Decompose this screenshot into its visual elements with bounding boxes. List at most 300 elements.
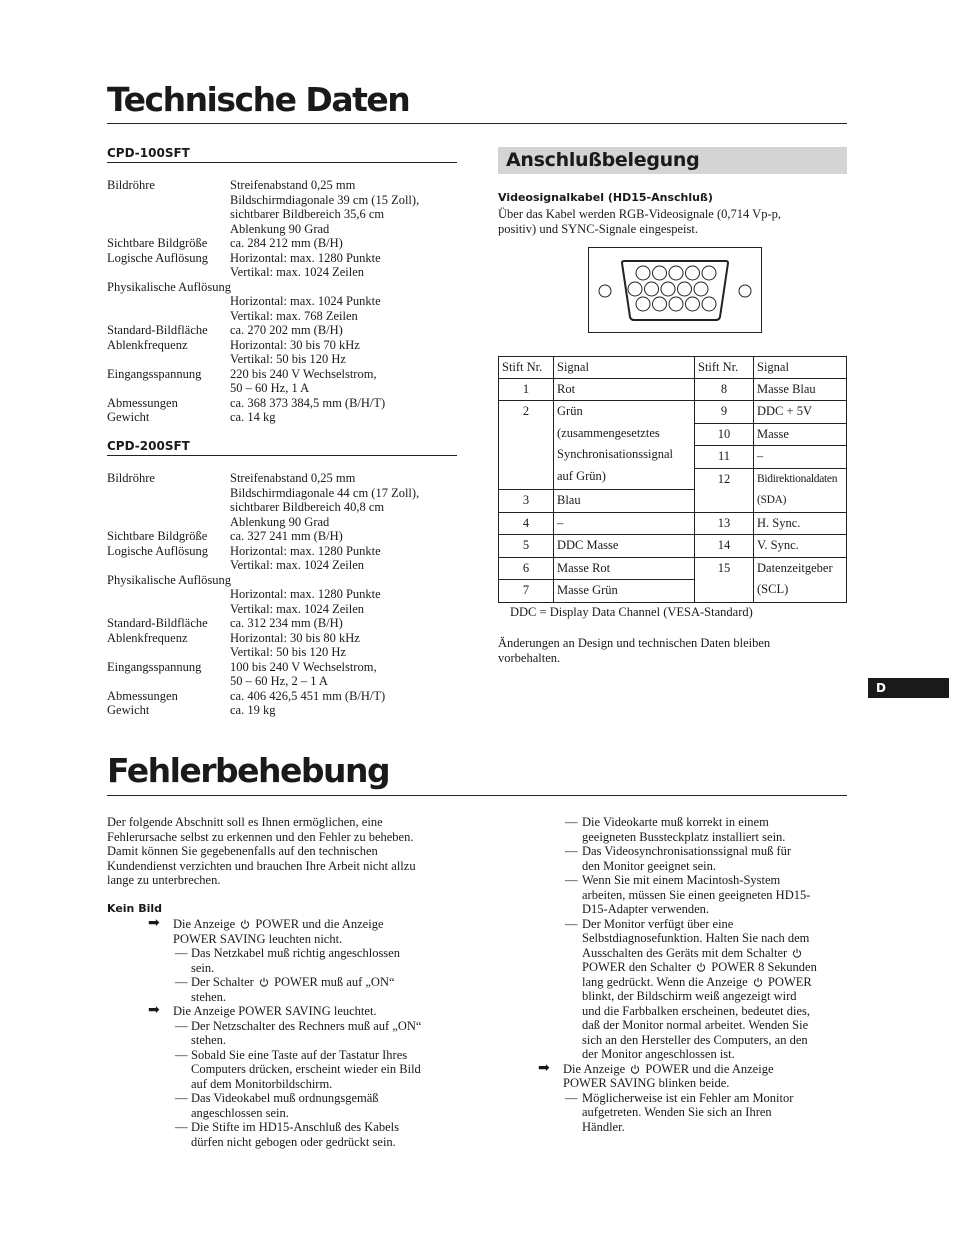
spec-label: Gewicht xyxy=(107,703,150,717)
pin-number-cell: 11 xyxy=(695,446,754,469)
item-line-text: Das Videokabel muß ordnungsgemäß xyxy=(191,1091,379,1105)
page-title-fehlerbehebung: Fehlerbehebung xyxy=(107,751,390,790)
item-line-text: Das Netzkabel muß richtig angeschlossen xyxy=(191,946,400,960)
spec-row xyxy=(107,280,457,295)
pin-signal-line: V. Sync. xyxy=(757,538,799,552)
item-line-text: Sobald Sie eine Taste auf der Tastatur Ihres xyxy=(191,1047,408,1062)
dash-bullet: — xyxy=(175,1047,188,1062)
item-line-text: den Monitor geeignet sein. xyxy=(582,858,716,873)
item-line-text: POWER und die Anzeige xyxy=(642,1061,774,1076)
item-line xyxy=(582,873,810,888)
check-item xyxy=(191,975,395,1004)
table-header-cell: Signal xyxy=(754,357,847,379)
spec-label: Eingangsspannung xyxy=(107,366,202,381)
item-line-text: Der Netzschalter des Rechners muß auf „ON“ xyxy=(191,1018,422,1033)
item-line xyxy=(582,946,817,961)
spec-value xyxy=(231,573,457,588)
spec-label: Abmessungen xyxy=(107,395,178,410)
title-rule xyxy=(107,123,847,124)
item-line-text: POWER muß auf „ON“ xyxy=(270,975,395,989)
item-line-text: POWER xyxy=(764,974,812,989)
item-line-text: Die Anzeige POWER SAVING leuchtet. xyxy=(173,1004,377,1018)
spec-row xyxy=(107,222,457,237)
pin-number-cell: 4 xyxy=(499,512,554,535)
spec-label: Abmessungen xyxy=(107,688,178,703)
spec-row xyxy=(107,367,457,382)
pin-signal-line: Masse Blau xyxy=(757,381,816,396)
spec-label xyxy=(107,294,230,309)
spec-label xyxy=(107,486,230,501)
item-line xyxy=(582,844,791,859)
table-row xyxy=(499,401,847,424)
item-line-text: Computers drücken, erscheint wieder ein Bild xyxy=(191,1062,421,1076)
spec-row xyxy=(107,207,457,222)
section-heading-anschlussbelegung: Anschlußbelegung xyxy=(498,147,847,174)
item-line xyxy=(582,1120,793,1135)
spec-row xyxy=(107,396,457,411)
pin-signal-line: (SCL) xyxy=(757,582,789,596)
video-cable-line: Über das Kabel werden RGB-Videosignale (0,714 Vp-p, xyxy=(498,207,781,221)
spec-value: 220 bis 240 V Wechselstrom, xyxy=(230,366,377,381)
item-line xyxy=(191,1033,421,1048)
check-item xyxy=(582,873,810,917)
power-icon xyxy=(630,1064,640,1074)
item-line xyxy=(173,1004,377,1019)
spec-value: ca. 14 kg xyxy=(230,410,276,424)
symptom-item xyxy=(563,1062,774,1091)
pin-signal-cell xyxy=(554,378,695,401)
pin-signal-line: Masse Grün xyxy=(557,583,618,597)
item-line xyxy=(191,961,400,976)
spec-row xyxy=(107,352,457,367)
item-line-text: angeschlossen sein. xyxy=(191,1105,289,1120)
item-line-text: sich an den Hersteller des Computers, an den xyxy=(582,1032,808,1047)
item-line xyxy=(173,932,384,947)
dash-bullet: — xyxy=(175,1120,188,1134)
spec-value: Vertikal: 50 bis 120 Hz xyxy=(230,645,346,659)
power-icon xyxy=(753,977,763,987)
spec-value: 50 – 60 Hz, 1 A xyxy=(230,381,310,395)
spec-label: Sichtbare Bildgröße xyxy=(107,236,208,250)
table-header-row xyxy=(499,357,847,379)
item-line xyxy=(582,1018,817,1033)
spec-row xyxy=(107,558,457,573)
item-line-text: Die Stifte im HD15-Anschluß des Kabels xyxy=(191,1120,399,1134)
video-cable-heading: Videosignalkabel (HD15-Anschluß) xyxy=(498,191,713,204)
spec-row xyxy=(107,193,457,208)
spec-value: Horizontal: max. 1280 Punkte xyxy=(230,543,381,558)
pin-signal-cell xyxy=(554,512,695,535)
spec-label: Ablenkfrequenz xyxy=(107,337,188,352)
spec-value: sichtbarer Bildbereich 40,8 cm xyxy=(230,500,385,514)
dash-bullet: — xyxy=(565,815,578,829)
item-line-text: Die Anzeige xyxy=(563,1061,629,1076)
item-line-text: Der Schalter xyxy=(191,975,257,989)
spec-value: Ablenkung 90 Grad xyxy=(230,514,330,529)
spec-label: Gewicht xyxy=(107,410,150,424)
symptom-item xyxy=(173,917,384,946)
spec-row xyxy=(107,236,457,251)
item-line xyxy=(582,1091,793,1106)
spec-label: Logische Auflösung xyxy=(107,543,209,558)
pin-signal-line: (SDA) xyxy=(757,494,787,506)
pin-signal-line: Masse xyxy=(757,426,789,441)
item-line xyxy=(582,830,785,845)
pin-signal-cell xyxy=(754,446,847,469)
item-line xyxy=(191,1106,379,1121)
spec-row xyxy=(107,309,457,324)
changes-note-line: Änderungen an Design und technischen Daten bleiben xyxy=(498,636,771,650)
table-row xyxy=(499,535,847,558)
pin-number-cell: 3 xyxy=(499,490,554,513)
item-line-text: Die Anzeige xyxy=(173,917,239,931)
pin-signal-line: DDC + 5V xyxy=(757,404,812,418)
pin-signal-line: Datenzeitgeber xyxy=(757,560,833,575)
item-line-text: dürfen nicht gebogen oder gedrückt sein. xyxy=(191,1134,396,1149)
kein-bild-heading: Kein Bild xyxy=(107,902,163,915)
arrow-icon: ➡ xyxy=(148,915,160,931)
item-line-text: stehen. xyxy=(191,1033,227,1047)
spec-label: Eingangsspannung xyxy=(107,659,202,674)
pin-number-cell: 12 xyxy=(695,468,754,512)
pin-signal-line: Synchronisationssignal xyxy=(557,447,673,461)
item-line xyxy=(191,990,395,1005)
title-rule xyxy=(107,795,847,796)
dash-bullet: — xyxy=(175,1091,188,1105)
item-line xyxy=(191,1091,379,1106)
item-line-text: Die Videokarte muß korrekt in einem xyxy=(582,815,769,829)
pin-signal-cell xyxy=(754,401,847,424)
arrow-icon: ➡ xyxy=(538,1059,550,1076)
spec-value: ca. 327 241 mm (B/H) xyxy=(230,529,343,543)
spec-row xyxy=(107,410,457,425)
item-line xyxy=(173,917,384,932)
spec-list-cpd-200sft xyxy=(107,471,457,718)
item-line xyxy=(191,1135,399,1150)
table-header-cell: Signal xyxy=(554,357,695,379)
table-header-cell: Stift Nr. xyxy=(695,357,754,379)
pin-signal-line: Masse Rot xyxy=(557,560,611,575)
spec-row xyxy=(107,338,457,353)
spec-label: Logische Auflösung xyxy=(107,250,209,265)
pin-signal-cell xyxy=(754,468,847,512)
item-line-text: POWER SAVING leuchten nicht. xyxy=(173,931,343,946)
spec-row xyxy=(107,294,457,309)
dash-bullet: — xyxy=(565,916,578,931)
spec-row xyxy=(107,529,457,544)
spec-list-cpd-100sft xyxy=(107,178,457,425)
check-item xyxy=(191,1019,421,1048)
item-line xyxy=(563,1076,774,1091)
spec-value: Horizontal: 30 bis 80 kHz xyxy=(230,630,360,645)
item-line-text: Selbstdiagnosefunktion. Halten Sie nach dem xyxy=(582,931,810,945)
item-line-text: und die Farbbalken erscheinen, bedeutet dies, xyxy=(582,1003,811,1018)
spec-label xyxy=(107,602,230,617)
item-line-text: POWER SAVING blinken beide. xyxy=(563,1076,730,1090)
spec-label: Bildröhre xyxy=(107,471,155,485)
item-line xyxy=(582,1004,817,1019)
spec-label xyxy=(107,193,230,208)
item-line xyxy=(582,931,817,946)
pin-number-cell: 1 xyxy=(499,378,554,401)
spec-value: Ablenkung 90 Grad xyxy=(230,221,330,236)
pin-number-cell: 14 xyxy=(695,535,754,558)
spec-row xyxy=(107,660,457,675)
spec-label xyxy=(107,265,230,280)
item-line-text: blinkt, der Bildschirm weiß angezeigt wird xyxy=(582,989,797,1003)
language-section-tab: D xyxy=(868,678,949,698)
dash-bullet: — xyxy=(565,873,578,887)
pin-number-cell: 13 xyxy=(695,512,754,535)
item-line xyxy=(582,989,817,1004)
item-line xyxy=(563,1062,774,1077)
pin-signal-line: auf Grün) xyxy=(557,468,606,483)
check-item xyxy=(582,844,791,873)
item-line xyxy=(191,975,395,990)
spec-row xyxy=(107,544,457,559)
check-item xyxy=(191,1120,399,1149)
spec-row xyxy=(107,631,457,646)
spec-row xyxy=(107,265,457,280)
troubleshooting-intro xyxy=(107,815,457,888)
power-icon xyxy=(792,948,802,958)
page-title-technische-daten: Technische Daten xyxy=(107,80,410,119)
item-line xyxy=(191,1062,421,1077)
spec-row xyxy=(107,703,457,718)
pin-number-cell: 7 xyxy=(499,580,554,603)
spec-value: 50 – 60 Hz, 2 – 1 A xyxy=(230,674,328,688)
power-icon xyxy=(696,962,706,972)
power-icon xyxy=(240,919,250,929)
item-line xyxy=(582,859,791,874)
pin-signal-cell xyxy=(554,535,695,558)
check-item xyxy=(191,946,400,975)
spec-label: Standard-Bildfläche xyxy=(107,616,208,630)
table-row xyxy=(499,378,847,401)
spec-value: ca. 270 202 mm (B/H) xyxy=(230,323,343,337)
check-item xyxy=(582,1091,793,1135)
check-item xyxy=(191,1048,421,1092)
pin-signal-cell xyxy=(554,557,695,580)
spec-label: Bildröhre xyxy=(107,178,155,192)
model-heading-cpd-200sft: CPD-200SFT xyxy=(107,438,457,456)
spec-label xyxy=(107,352,230,367)
spec-value: Horizontal: max. 1024 Punkte xyxy=(230,294,381,308)
spec-row xyxy=(107,587,457,602)
model-heading-cpd-100sft: CPD-100SFT xyxy=(107,145,457,163)
pin-signal-line: Blau xyxy=(557,493,581,507)
item-line-text: aufgetreten. Wenden Sie sich an Ihren xyxy=(582,1105,772,1119)
pin-number-cell: 9 xyxy=(695,401,754,424)
spec-row xyxy=(107,251,457,266)
spec-value: ca. 368 373 384,5 mm (B/H/T) xyxy=(230,395,386,410)
item-line xyxy=(582,815,785,830)
pin-signal-cell xyxy=(754,423,847,446)
spec-value: 100 bis 240 V Wechselstrom, xyxy=(230,659,377,674)
item-line-text: daß der Monitor normal arbeitet. Wenden Sie xyxy=(582,1018,809,1032)
symptom-item xyxy=(173,1004,377,1019)
changes-note-line: vorbehalten. xyxy=(498,650,561,665)
spec-label xyxy=(107,645,230,660)
hd15-connector-diagram xyxy=(588,247,762,333)
spec-value: Vertikal: max. 768 Zeilen xyxy=(230,308,358,323)
pin-number-cell: 8 xyxy=(695,378,754,401)
spec-value: Horizontal: max. 1280 Punkte xyxy=(230,587,381,601)
pin-number-cell: 15 xyxy=(695,557,754,602)
pin-signal-cell xyxy=(754,512,847,535)
pin-signal-line: Rot xyxy=(557,381,576,396)
spec-row xyxy=(107,645,457,660)
item-line-text: arbeiten, müssen Sie einen geeigneten HD15- xyxy=(582,887,811,902)
pin-number-cell: 2 xyxy=(499,401,554,490)
spec-label: Physikalische Auflösung xyxy=(107,279,231,294)
dash-bullet: — xyxy=(175,975,188,989)
pin-signal-line: – xyxy=(757,449,764,463)
pin-signal-cell xyxy=(554,490,695,513)
spec-value: Vertikal: max. 1024 Zeilen xyxy=(230,558,364,572)
spec-label xyxy=(107,587,230,602)
pin-assignment-table xyxy=(498,356,847,603)
intro-line: Damit können Sie gegebenenfalls auf den technischen xyxy=(107,844,378,858)
spec-value: Bildschirmdiagonale 39 cm (15 Zoll), xyxy=(230,192,420,207)
item-line-text: der Monitor angeschlossen ist. xyxy=(582,1047,735,1061)
pin-signal-cell xyxy=(754,378,847,401)
item-line xyxy=(191,1019,421,1034)
dash-bullet: — xyxy=(175,946,188,960)
pin-signal-line: H. Sync. xyxy=(757,515,801,530)
item-line xyxy=(191,1048,421,1063)
spec-value: ca. 19 kg xyxy=(230,703,276,717)
spec-label: Sichtbare Bildgröße xyxy=(107,529,208,543)
spec-value: Vertikal: max. 1024 Zeilen xyxy=(230,265,364,279)
spec-row xyxy=(107,471,457,486)
intro-line: lange zu unterbrechen. xyxy=(107,873,221,887)
dash-bullet: — xyxy=(175,1018,188,1033)
table-row xyxy=(499,557,847,580)
spec-label xyxy=(107,500,230,515)
item-line-text: auf dem Monitorbildschirm. xyxy=(191,1076,333,1091)
item-line-text: Wenn Sie mit einem Macintosh-System xyxy=(582,873,781,887)
changes-note xyxy=(498,636,770,665)
item-line-text: stehen. xyxy=(191,989,227,1004)
spec-value: ca. 284 212 mm (B/H) xyxy=(230,236,343,250)
item-line xyxy=(582,917,817,932)
spec-value: Horizontal: 30 bis 70 kHz xyxy=(230,337,360,352)
pin-signal-cell xyxy=(554,401,695,490)
spec-row xyxy=(107,500,457,515)
spec-row xyxy=(107,515,457,530)
intro-line: Kundendienst verzichten und brauchen Ihre Arbeit nicht allzu xyxy=(107,858,416,873)
item-line xyxy=(582,902,810,917)
spec-label: Ablenkfrequenz xyxy=(107,630,188,645)
arrow-icon: ➡ xyxy=(148,1002,160,1018)
spec-row xyxy=(107,689,457,704)
spec-row xyxy=(107,616,457,631)
spec-row xyxy=(107,178,457,193)
table-row xyxy=(499,512,847,535)
spec-label: Standard-Bildfläche xyxy=(107,323,208,337)
spec-row xyxy=(107,381,457,396)
item-line xyxy=(191,946,400,961)
spec-label xyxy=(107,309,230,324)
item-line xyxy=(582,1047,817,1062)
item-line-text: Händler. xyxy=(582,1119,625,1134)
spec-value: Bildschirmdiagonale 44 cm (17 Zoll), xyxy=(230,485,420,500)
spec-label xyxy=(107,558,230,573)
item-line xyxy=(191,1077,421,1092)
item-line-text: POWER und die Anzeige xyxy=(252,917,384,931)
dash-bullet: — xyxy=(565,844,578,858)
pin-signal-line: Grün xyxy=(557,404,583,418)
intro-line: Der folgende Abschnitt soll es Ihnen ermöglichen, eine xyxy=(107,815,383,829)
spec-row xyxy=(107,602,457,617)
pin-number-cell: 5 xyxy=(499,535,554,558)
intro-line: Fehlerursache selbst zu erkennen und den Fehler zu beheben. xyxy=(107,829,414,844)
spec-row xyxy=(107,674,457,689)
item-line-text: D15-Adapter verwenden. xyxy=(582,902,710,916)
spec-label xyxy=(107,222,230,237)
spec-value: sichtbarer Bildbereich 35,6 cm xyxy=(230,207,385,221)
power-icon xyxy=(259,977,269,987)
spec-label xyxy=(107,674,230,689)
item-line xyxy=(582,975,817,990)
table-header-cell: Stift Nr. xyxy=(499,357,554,379)
pin-signal-line: Bidirektionaldaten xyxy=(757,472,838,485)
spec-value: Streifenabstand 0,25 mm xyxy=(230,178,356,192)
item-line-text: Möglicherweise ist ein Fehler am Monitor xyxy=(582,1090,794,1105)
video-cable-description xyxy=(498,207,781,236)
spec-value: ca. 406 426,5 451 mm (B/H/T) xyxy=(230,688,386,703)
item-line xyxy=(582,1033,817,1048)
spec-value xyxy=(231,280,457,295)
spec-label: Physikalische Auflösung xyxy=(107,572,231,587)
pin-signal-line: DDC Masse xyxy=(557,538,619,552)
item-line-text: geeigneten Bussteckplatz installiert sein. xyxy=(582,829,786,844)
spec-value: Horizontal: max. 1280 Punkte xyxy=(230,250,381,265)
pin-number-cell: 10 xyxy=(695,423,754,446)
check-item xyxy=(191,1091,379,1120)
spec-row xyxy=(107,323,457,338)
spec-label xyxy=(107,515,230,530)
item-line xyxy=(191,1120,399,1135)
video-cable-line: positiv) und SYNC-Signale eingespeist. xyxy=(498,221,698,236)
pin-signal-cell xyxy=(554,580,695,603)
spec-label xyxy=(107,207,230,222)
spec-value: Streifenabstand 0,25 mm xyxy=(230,471,356,485)
item-line xyxy=(582,960,817,975)
item-line-text: Das Videosynchronisationssignal muß für xyxy=(582,844,792,858)
spec-row xyxy=(107,573,457,588)
spec-label xyxy=(107,381,230,396)
spec-value: Vertikal: max. 1024 Zeilen xyxy=(230,601,364,616)
dash-bullet: — xyxy=(565,1090,578,1105)
pin-signal-line: – xyxy=(557,515,564,530)
item-line xyxy=(582,1105,793,1120)
item-line xyxy=(582,888,810,903)
check-item xyxy=(582,815,785,844)
spec-row xyxy=(107,486,457,501)
pin-signal-cell xyxy=(754,535,847,558)
pin-number-cell: 6 xyxy=(499,557,554,580)
ddc-note: DDC = Display Data Channel (VESA-Standard) xyxy=(510,605,753,619)
item-line-text: POWER den Schalter xyxy=(582,960,695,974)
item-line-text: lang gedrückt. Wenn die Anzeige xyxy=(582,974,751,989)
item-line-text: Ausschalten des Geräts mit dem Schalter xyxy=(582,945,791,960)
spec-value: Vertikal: 50 bis 120 Hz xyxy=(230,352,346,366)
pin-signal-cell xyxy=(754,557,847,602)
pin-signal-line: (zusammengesetztes xyxy=(557,425,660,440)
item-line-text: Der Monitor verfügt über eine xyxy=(582,916,734,931)
